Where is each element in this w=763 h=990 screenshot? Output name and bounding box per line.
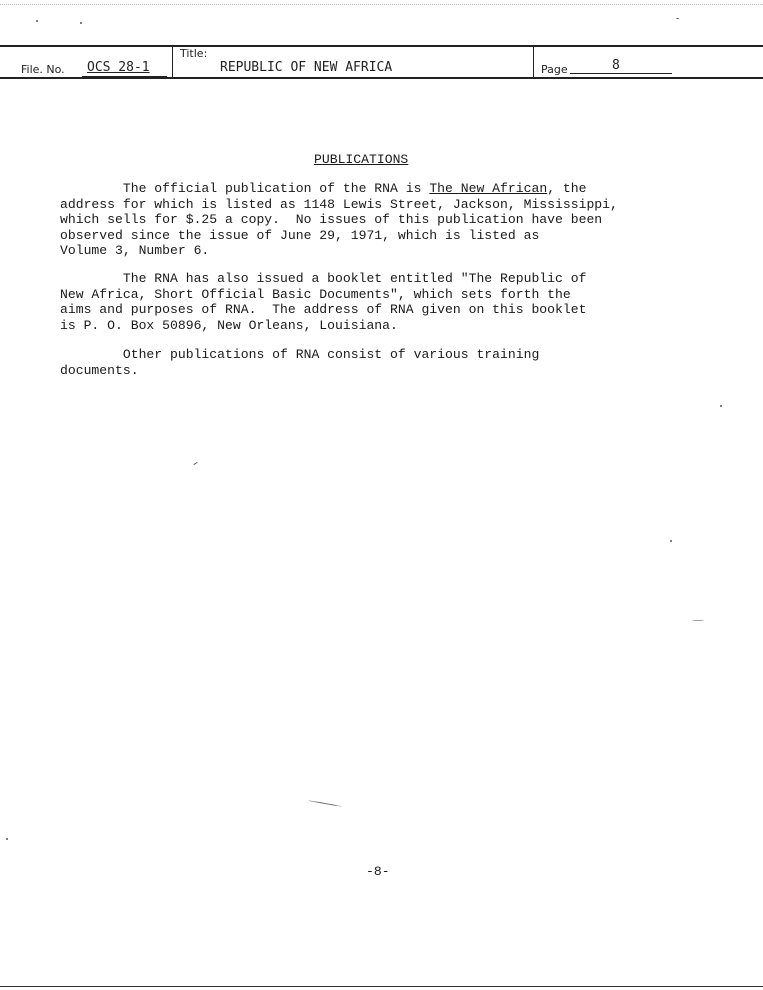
page-label: Page bbox=[541, 63, 568, 76]
bottom-rule bbox=[0, 986, 763, 987]
paragraph-1-lead: The official publication of the RNA is bbox=[60, 181, 430, 196]
title-label: Title: bbox=[180, 47, 208, 60]
header-divider-file-title bbox=[172, 46, 173, 77]
file-number-value: OCS 28-1 bbox=[87, 60, 150, 75]
speck bbox=[720, 405, 722, 407]
page-number-underline bbox=[570, 73, 672, 74]
header-top-rule bbox=[0, 45, 763, 47]
section-heading: PUBLICATIONS bbox=[314, 152, 409, 167]
paragraph-other-publications: Other publications of RNA consist of various training documents. bbox=[60, 347, 540, 378]
top-edge-dotted-line bbox=[0, 4, 763, 5]
speck bbox=[193, 462, 198, 466]
paragraph-1-rest: , the address for which is listed as 1148 Lewis Street, Jackson, Mississippi, which sells for $.25 a copy. No issues of this publication have been observed since the issue of June 29, 1971, which is listed as Volume 3, Number 6. bbox=[60, 181, 618, 258]
paragraph-official-publication bbox=[60, 181, 710, 259]
speck bbox=[6, 838, 8, 840]
speck bbox=[692, 620, 704, 621]
speck bbox=[308, 800, 342, 807]
speck bbox=[80, 22, 82, 24]
page-number-value: 8 bbox=[612, 58, 620, 73]
speck bbox=[670, 540, 672, 542]
paragraph-booklet: The RNA has also issued a booklet entitled "The Republic of New Africa, Short Official Basic Documents", which sets forth the aims and purposes of RNA. The address of RNA given on this booklet is P. O. Box 50896, New Orleans, Louisiana. bbox=[60, 271, 587, 333]
file-number-underline bbox=[82, 76, 167, 77]
speck bbox=[36, 20, 38, 22]
document-title: REPUBLIC OF NEW AFRICA bbox=[220, 60, 393, 75]
publication-name: The New African bbox=[429, 181, 548, 196]
speck bbox=[676, 18, 679, 19]
footer-page-marker: -8- bbox=[366, 864, 390, 879]
file-number-label: File. No. bbox=[21, 63, 65, 76]
header-bottom-rule bbox=[0, 77, 763, 79]
header-divider-title-page bbox=[533, 46, 534, 77]
